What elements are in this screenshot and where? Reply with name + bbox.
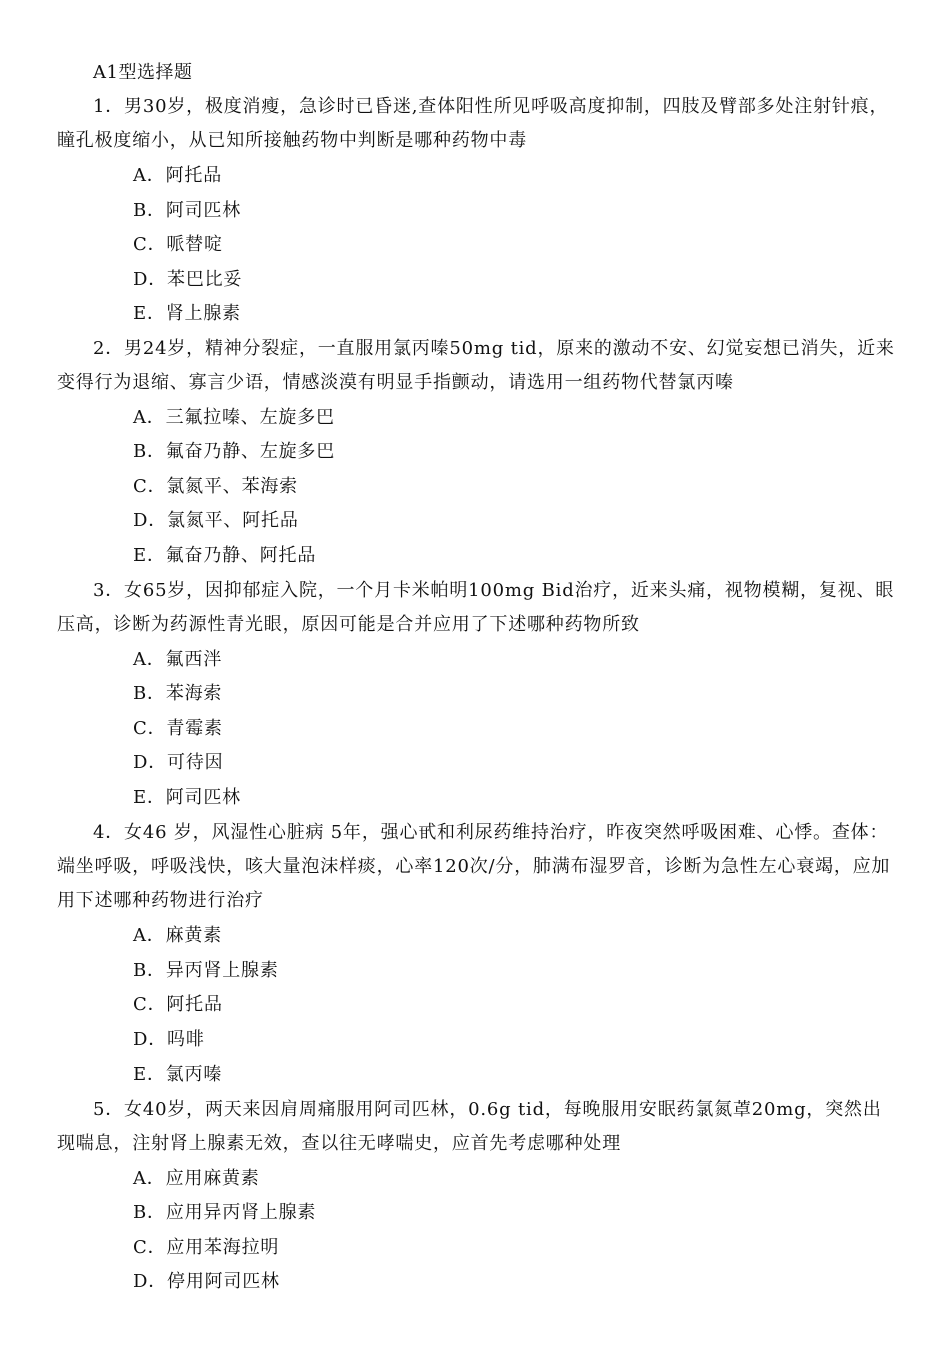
question-2-option-d: D．氯氮平、阿托品	[133, 510, 299, 531]
question-4-option-c: C．阿托品	[133, 994, 223, 1015]
question-5-option-a: A．应用麻黄素	[133, 1168, 260, 1189]
question-1-option-d: D．苯巴比妥	[133, 269, 243, 290]
question-2-option-e: E．氟奋乃静、阿托品	[133, 545, 317, 566]
question-5-option-d: D．停用阿司匹林	[133, 1271, 280, 1292]
question-2-option-b: B．氟奋乃静、左旋多巴	[133, 441, 336, 462]
question-4-option-d: D．吗啡	[133, 1029, 205, 1050]
question-stem-5: 5．女40岁，两天来因肩周痛服用阿司匹林，0.6g tid，每晚服用安眠药氯氮䓬20mg，突然出现喘息，注射肾上腺素无效，查以往无哮喘史，应首先考虑哪种处理	[57, 1099, 882, 1154]
section-title: A1型选择题	[93, 62, 193, 83]
question-5-option-b: B．应用异丙肾上腺素	[133, 1202, 317, 1223]
question-1-option-e: E．肾上腺素	[133, 303, 241, 324]
question-stem-1: 1．男30岁，极度消瘦，急诊时已昏迷,查体阳性所见呼吸高度抑制，四肢及臂部多处注射针痕，瞳孔极度缩小，从已知所接触药物中判断是哪种药物中毒	[57, 96, 889, 151]
question-3-option-d: D．可待因	[133, 752, 224, 773]
question-1-option-c: C．哌替啶	[133, 234, 223, 255]
question-5-option-c: C．应用苯海拉明	[133, 1237, 280, 1258]
question-stem-4: 4．女46 岁，风湿性心脏病 5年，强心甙和利尿药维持治疗，昨夜突然呼吸困难、心悸。查体：端坐呼吸，呼吸浅快，咳大量泡沫样痰，心率120次/分，肺满布湿罗音，诊断为急性左心衰竭，应加用下述哪种药物进行治疗	[57, 822, 891, 911]
question-stem-2: 2．男24岁，精神分裂症，一直服用氯丙嗪50mg tid，原来的激动不安、幻觉妄想已消失，近来变得行为退缩、寡言少语，情感淡漠有明显手指颤动，请选用一组药物代替氯丙嗪	[57, 338, 895, 393]
question-2-option-a: A．三氟拉嗪、左旋多巴	[133, 407, 335, 428]
question-stem-3: 3．女65岁，因抑郁症入院，一个月卡米帕明100mg Bid治疗，近来头痛，视物模糊，复视、眼压高，诊断为药源性青光眼，原因可能是合并应用了下述哪种药物所致	[57, 580, 895, 635]
question-3-option-e: E．阿司匹林	[133, 787, 241, 808]
question-4-option-b: B．异丙肾上腺素	[133, 960, 279, 981]
question-1-option-b: B．阿司匹林	[133, 200, 242, 221]
question-3-option-b: B．苯海索	[133, 683, 223, 704]
question-4-option-e: E．氯丙嗪	[133, 1064, 223, 1085]
question-2-option-c: C．氯氮平、苯海索	[133, 476, 298, 497]
question-4-option-a: A．麻黄素	[133, 925, 222, 946]
question-3-option-a: A．氟西泮	[133, 649, 222, 670]
question-1-option-a: A．阿托品	[133, 165, 222, 186]
question-3-option-c: C．青霉素	[133, 718, 223, 739]
